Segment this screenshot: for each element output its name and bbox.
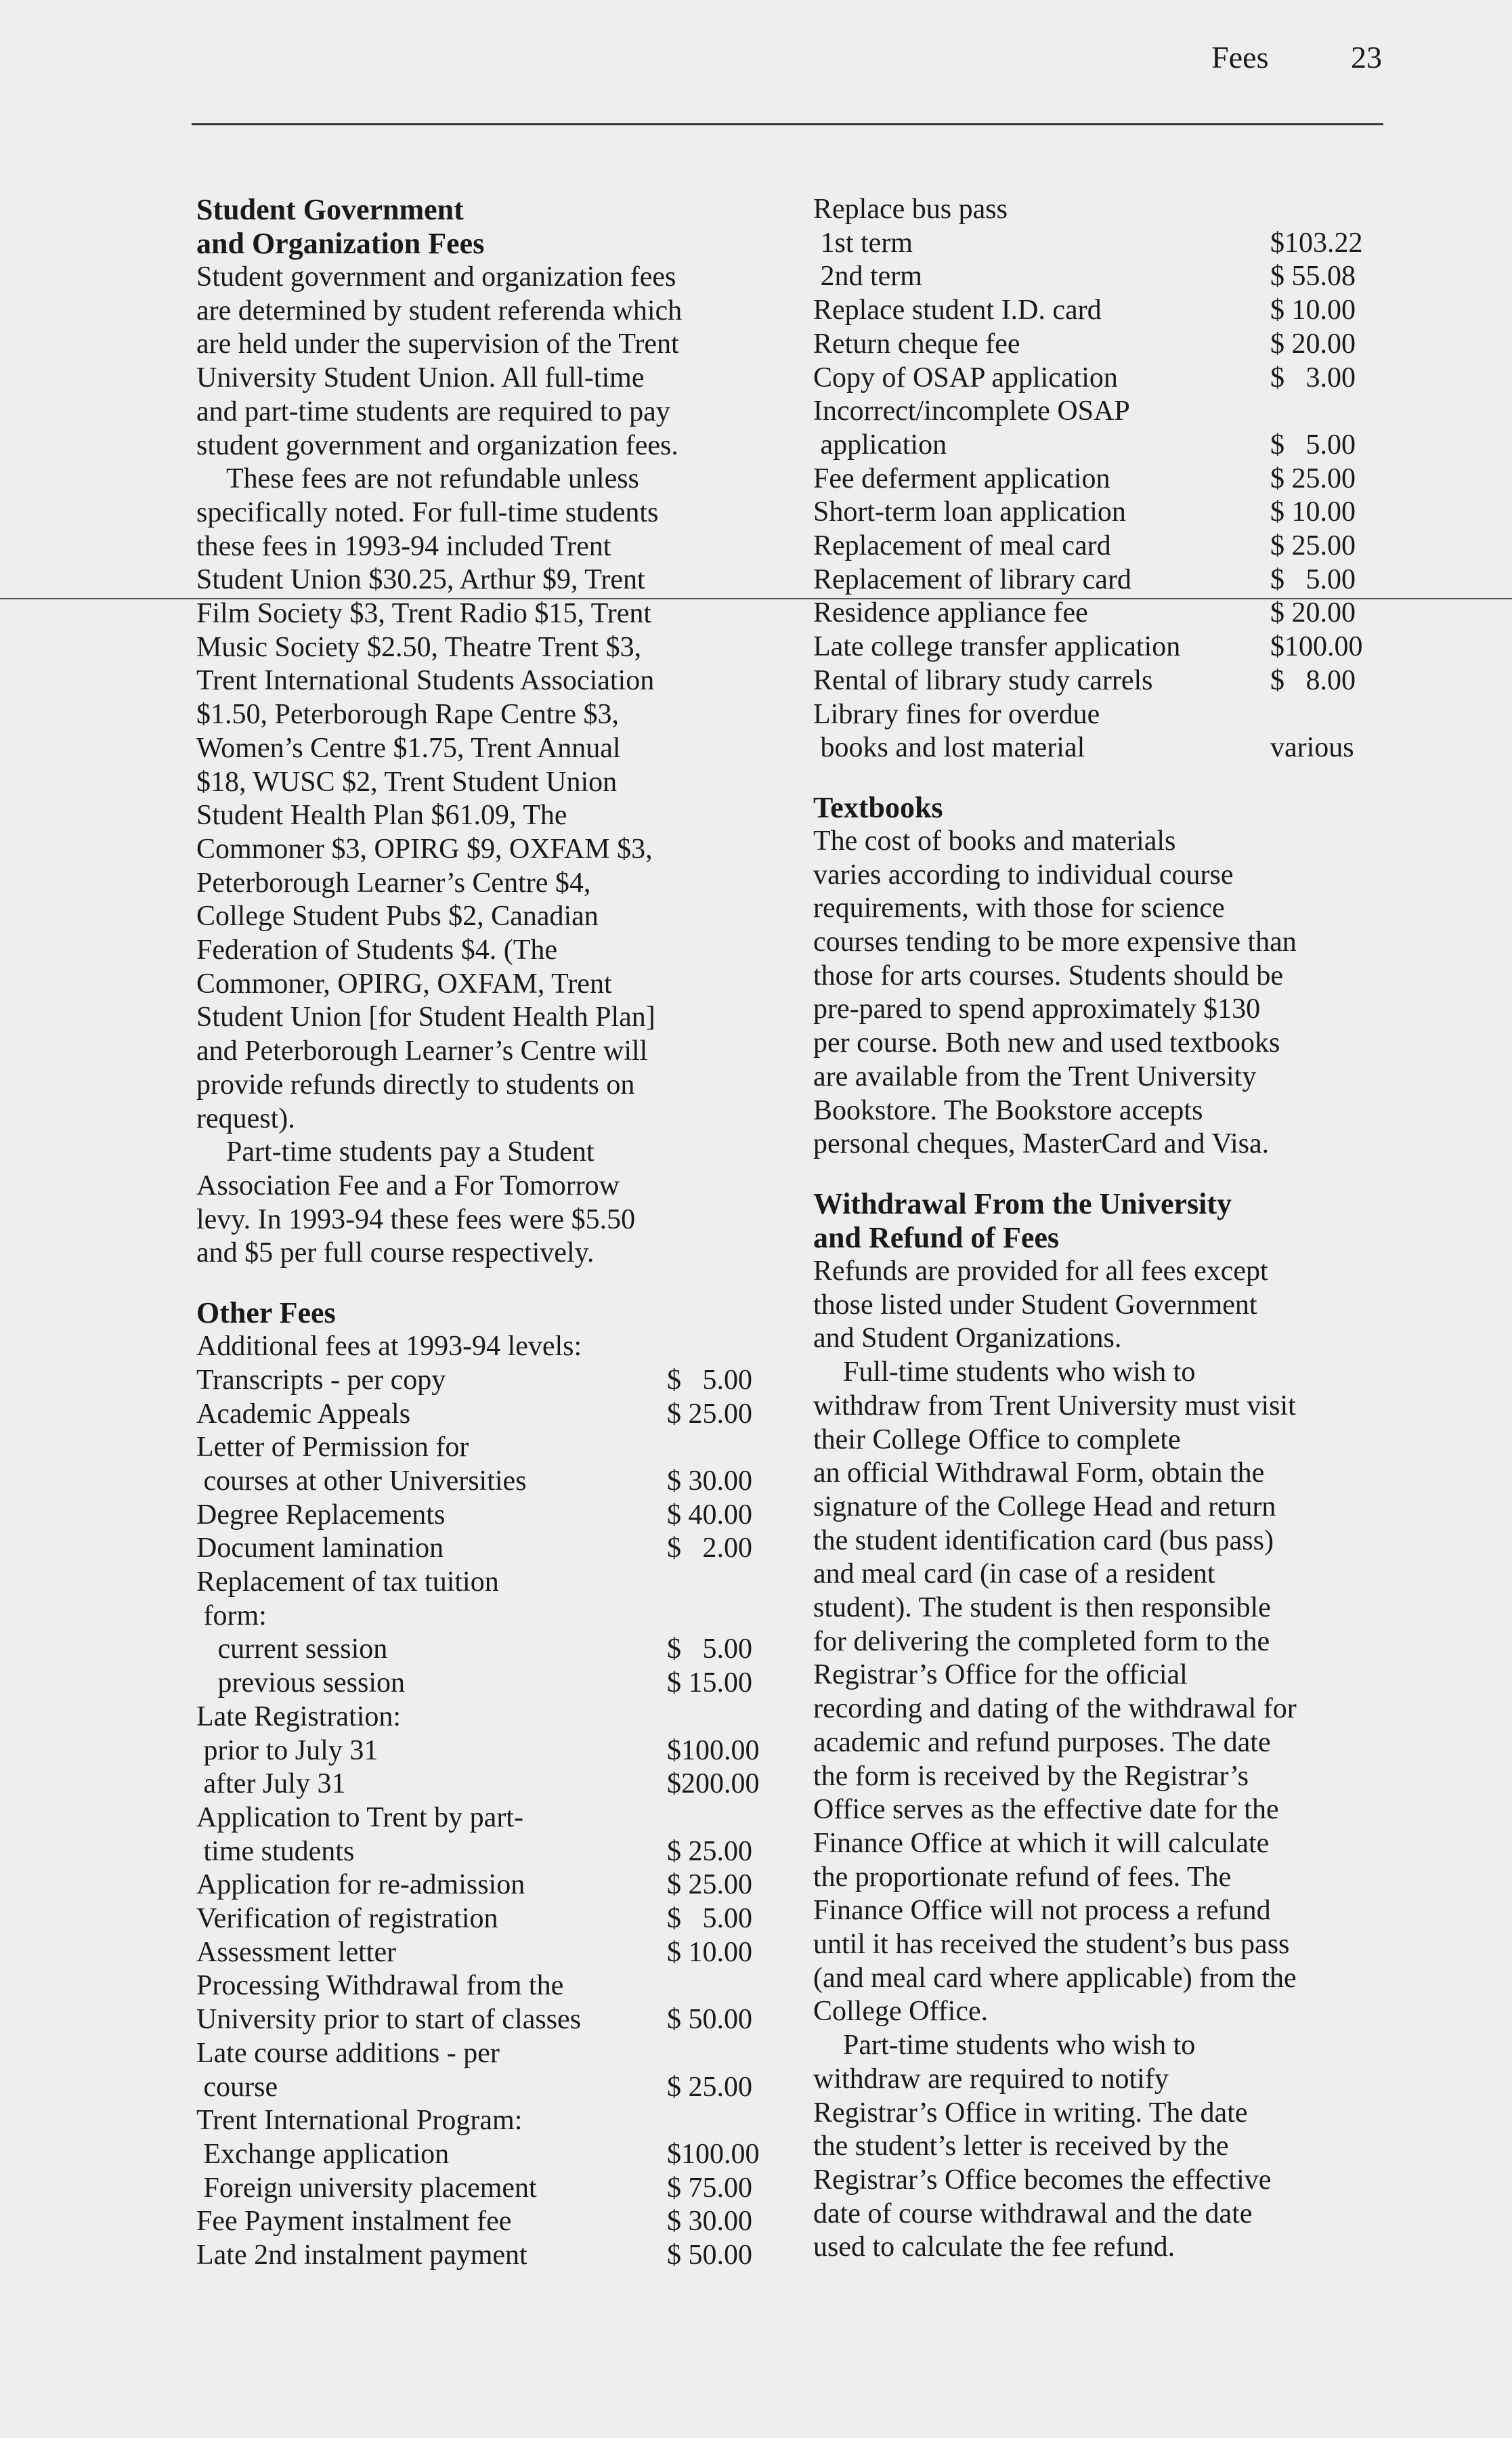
withdrawal-paragraph-3: Part-time students who wish to withdraw are required to notify Registrar’s Office in writing. The date the student’s letter is received by the Registrar’s Office becomes the effective date of course withdrawal and the date used to calculate the fee refund. <box>813 2030 1272 2263</box>
fee-label: current session <box>196 1633 388 1665</box>
fee-amount <box>667 1801 779 1835</box>
fee-label: previous session <box>196 1667 405 1699</box>
other-fees-heading: Other Fees <box>196 1296 336 1330</box>
fee-label: Late Registration: <box>196 1701 402 1732</box>
withdrawal-paragraph-1: Refunds are provided for all fees except those listed under Student Government and Student Organizations. <box>813 1255 1268 1354</box>
fee-amount <box>667 2104 779 2138</box>
fee-amount: $ 25.00 <box>667 1398 752 1430</box>
fee-row <box>813 193 1382 227</box>
fee-amount: $100.00 <box>1270 631 1363 663</box>
fee-label: Degree Replacements <box>196 1499 446 1531</box>
fee-label: Fee Payment instalment fee <box>196 2206 512 2238</box>
fee-amount: $ 25.00 <box>667 1835 752 1867</box>
fee-amount: $ 50.00 <box>667 2004 752 2036</box>
heading-line-1: Student Government <box>196 193 464 226</box>
left-column <box>196 193 779 2273</box>
fee-amount <box>1270 193 1382 227</box>
fee-row <box>196 2205 779 2239</box>
header-rule <box>192 123 1383 125</box>
fee-label: 2nd term <box>813 261 922 293</box>
right-column <box>813 193 1382 2265</box>
fee-label: books and lost material <box>813 732 1085 764</box>
fee-row <box>196 1936 779 1970</box>
fee-row <box>813 630 1382 664</box>
fee-amount <box>667 1566 779 1600</box>
fee-row <box>813 563 1382 597</box>
fee-row <box>196 1398 779 1432</box>
textbooks-heading: Textbooks <box>813 790 943 824</box>
fee-label: Replacement of library card <box>813 563 1131 595</box>
running-header <box>976 39 1382 87</box>
fee-amount: $ 10.00 <box>1270 496 1356 528</box>
fee-amount: $ 10.00 <box>667 1936 752 1968</box>
fee-label: courses at other Universities <box>196 1465 527 1497</box>
fee-amount: $ 30.00 <box>667 2206 752 2238</box>
fee-amount: $ 5.00 <box>667 1633 752 1665</box>
fee-label: Library fines for overdue <box>813 698 1100 730</box>
fee-row <box>196 2239 779 2273</box>
fee-label: after July 31 <box>196 1768 346 1800</box>
student-government-paragraph-1: Student government and organization fees are determined by student referenda which are held under the supervision of the Trent University Student Union. All full-time and part-time students are required to pay student government and organization fees. <box>196 261 683 461</box>
fee-label: Verification of registration <box>196 1903 498 1935</box>
fee-label: Foreign university placement <box>196 2172 537 2204</box>
fee-label: Application to Trent by part- <box>196 1801 523 1833</box>
fee-label: Application for re-admission <box>196 1869 525 1901</box>
fee-row <box>813 395 1382 429</box>
fee-row <box>196 2138 779 2172</box>
fee-amount: $100.00 <box>667 2138 760 2170</box>
fee-amount <box>667 1600 779 1633</box>
fee-label: Replacement of tax tuition <box>196 1566 499 1598</box>
fee-label: Processing Withdrawal from the <box>196 1970 564 2002</box>
fee-label: Late college transfer application <box>813 631 1181 663</box>
other-fees-intro: Additional fees at 1993-94 levels: <box>196 1331 582 1363</box>
fee-amount: $ 5.00 <box>667 1364 752 1396</box>
fee-label: Residence appliance fee <box>813 597 1088 629</box>
student-government-paragraph-3: Part-time students pay a Student Association Fee and a For Tomorrow levy. In 1993-94 these fees were $5.50 and $5 per full course respectively. <box>196 1136 636 1269</box>
fee-row <box>196 1465 779 1499</box>
fee-amount <box>667 2037 779 2071</box>
fee-label: Return cheque fee <box>813 328 1020 360</box>
fee-label: Letter of Permission for <box>196 1432 469 1463</box>
fee-label: Replace bus pass <box>813 194 1008 225</box>
fee-row <box>813 530 1382 563</box>
fee-label: 1st term <box>813 227 913 259</box>
fee-row <box>196 1633 779 1667</box>
fee-amount: $ 40.00 <box>667 1499 752 1531</box>
fee-row <box>813 664 1382 698</box>
fee-label: Late course additions - per <box>196 2037 500 2069</box>
heading-line-2: and Organization Fees <box>196 227 485 260</box>
other-fees-list <box>196 1364 779 2273</box>
fee-row <box>813 294 1382 328</box>
fee-amount: $ 55.08 <box>1270 261 1356 293</box>
fee-label: Document lamination <box>196 1533 444 1564</box>
student-government-paragraph-2: These fees are not refundable unless specifically noted. For full-time students these fees in 1993-94 included Trent Student Union $30.25, Arthur $9, Trent Film Society $3, Trent Radio $15, Trent Music Society $2.50, Theatre Trent $3, Trent International Students Association $1.50, Peterborough Rape Centre $3, Women’s Centre $1.75, Trent Annual $18, WUSC $2, Trent Student Union Student Health Plan $61.09, The Commoner $3, OPIRG $9, OXFAM $3, Peterborough Learner’s Centre $4, College Student Pubs $2, Canadian Federation of Students $4. (The Commoner, OPIRG, OXFAM, Trent Student Union [for Student Health Plan] and Peterborough Learner’s Centre will provide refunds directly to students on request). <box>196 463 659 1134</box>
misc-fees-list <box>813 193 1382 765</box>
fee-amount: $ 5.00 <box>1270 429 1356 461</box>
fee-amount: $200.00 <box>667 1768 760 1800</box>
fee-label: prior to July 31 <box>196 1734 379 1766</box>
fee-label: Assessment letter <box>196 1936 397 1968</box>
fee-row <box>813 362 1382 395</box>
fee-label: Rental of library study carrels <box>813 664 1153 696</box>
withdrawal-heading <box>813 1187 1382 1255</box>
fee-amount: $ 25.00 <box>1270 463 1356 494</box>
fee-row <box>196 1801 779 1835</box>
fee-amount: $ 10.00 <box>1270 295 1356 326</box>
header-section-title: Fees <box>1211 40 1269 74</box>
fee-amount: $100.00 <box>667 1734 760 1766</box>
fee-label: Short-term loan application <box>813 496 1126 528</box>
fee-amount: $ 25.00 <box>667 2071 752 2103</box>
fee-row <box>196 1566 779 1600</box>
fee-row <box>196 1701 779 1734</box>
student-government-heading <box>196 193 779 261</box>
fee-amount: $ 5.00 <box>667 1903 752 1935</box>
fee-amount: $ 25.00 <box>1270 530 1356 562</box>
fee-amount: $103.22 <box>1270 227 1363 259</box>
fee-row <box>813 429 1382 463</box>
fee-row <box>196 2003 779 2037</box>
fee-row <box>813 463 1382 496</box>
fee-row <box>813 260 1382 294</box>
fee-row <box>813 496 1382 530</box>
fee-row <box>196 2037 779 2071</box>
fee-label: University prior to start of classes <box>196 2004 582 2036</box>
fee-row <box>196 1364 779 1398</box>
heading-line-1: Withdrawal From the University <box>813 1186 1232 1220</box>
withdrawal-paragraph-2: Full-time students who wish to withdraw from Trent University must visit their College Office to complete an official Withdrawal Form, obtain the signature of the College Head and return the student identification card (bus pass) and meal card (in case of a resident student). The student is then responsible for delivering the completed form to the Registrar’s Office for the official recording and dating of the withdrawal for academic and refund purposes. The date the form is received by the Registrar’s Office serves as the effective date for the Finance Office at which it will calculate the proportionate refund of fees. The Finance Office will not process a refund until it has received the student’s bus pass (and meal card where applicable) from the College Office. <box>813 1356 1297 2028</box>
fee-label: Replace student I.D. card <box>813 295 1102 326</box>
fee-row <box>196 2071 779 2105</box>
fee-row <box>196 1667 779 1701</box>
fee-row <box>196 1868 779 1902</box>
fee-amount: $ 50.00 <box>667 2240 752 2271</box>
fee-label: Copy of OSAP application <box>813 362 1118 393</box>
fee-label: Trent International Program: <box>196 2105 523 2137</box>
fee-amount: $ 8.00 <box>1270 664 1356 696</box>
fee-label: Late 2nd instalment payment <box>196 2240 527 2271</box>
fee-amount <box>1270 698 1382 732</box>
fee-row <box>196 1768 779 1801</box>
fee-row <box>196 1835 779 1869</box>
fee-row <box>196 1969 779 2003</box>
fee-row <box>196 1734 779 1768</box>
fee-label: time students <box>196 1835 355 1867</box>
fee-amount: $ 30.00 <box>667 1465 752 1497</box>
fee-amount <box>667 1431 779 1465</box>
fee-label: form: <box>196 1600 267 1631</box>
fee-amount: $ 75.00 <box>667 2172 752 2204</box>
fee-label: Fee deferment application <box>813 463 1110 494</box>
fee-amount: $ 15.00 <box>667 1667 752 1699</box>
fee-amount <box>667 1701 779 1734</box>
fee-row <box>813 698 1382 732</box>
fee-row <box>196 1532 779 1566</box>
fee-label: application <box>813 429 947 461</box>
fee-label: Replacement of meal card <box>813 530 1111 562</box>
fee-amount: $ 3.00 <box>1270 362 1356 393</box>
heading-line-2: and Refund of Fees <box>813 1220 1060 1254</box>
fee-row <box>813 731 1382 765</box>
fee-label: course <box>196 2071 278 2103</box>
fee-amount: $ 25.00 <box>667 1869 752 1901</box>
fee-row <box>196 1499 779 1533</box>
fee-amount: $ 5.00 <box>1270 563 1356 595</box>
fee-row <box>813 597 1382 630</box>
fee-amount: $ 20.00 <box>1270 328 1356 360</box>
fee-label: Academic Appeals <box>196 1398 411 1430</box>
fee-row <box>196 1600 779 1633</box>
textbooks-paragraph: The cost of books and materials varies according to individual course requirements, with those for science courses tending to be more expensive than those for arts courses. Students should be pre-pared to spend approximately $130 per course. Both new and used textbooks are available from the Trent University Bookstore. The Bookstore accepts personal cheques, MasterCard and Visa. <box>813 825 1297 1160</box>
fee-amount: $ 20.00 <box>1270 597 1356 629</box>
fee-row <box>813 328 1382 362</box>
fee-label: Incorrect/incomplete OSAP <box>813 395 1130 427</box>
fee-row <box>813 227 1382 261</box>
fee-row <box>196 1902 779 1936</box>
fee-row <box>196 2104 779 2138</box>
page-number: 23 <box>1351 40 1382 74</box>
fee-row <box>196 2172 779 2206</box>
fee-amount: various <box>1270 732 1354 764</box>
fee-row <box>196 1431 779 1465</box>
fee-label: Exchange application <box>196 2138 450 2170</box>
fee-amount <box>667 1969 779 2003</box>
fee-amount: $ 2.00 <box>667 1533 752 1564</box>
fee-amount <box>1270 395 1382 429</box>
fee-label: Transcripts - per copy <box>196 1364 446 1396</box>
